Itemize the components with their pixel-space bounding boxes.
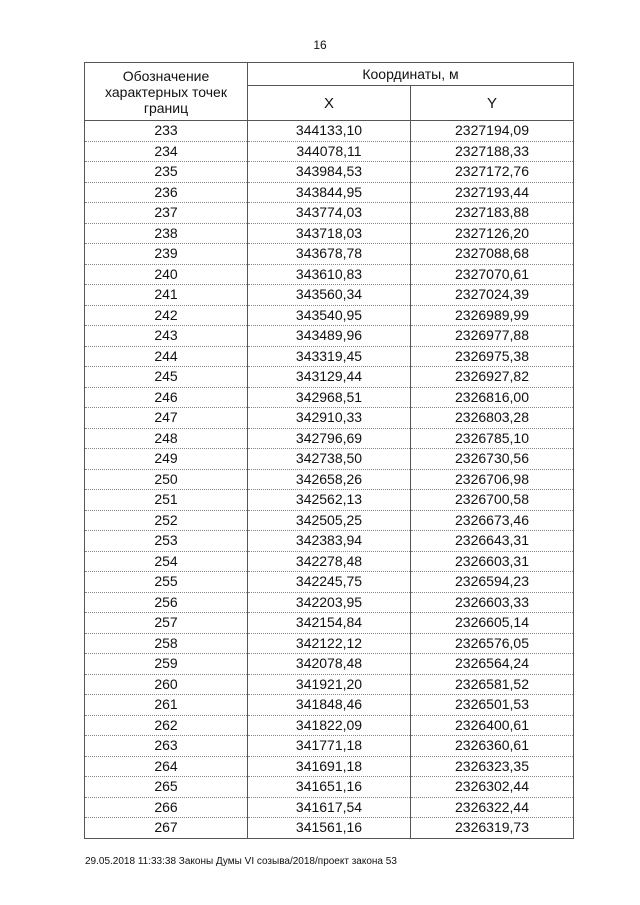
y-coordinate-cell: 2326501,53 — [411, 695, 574, 716]
x-coordinate-cell: 343844,95 — [248, 182, 411, 203]
table-header — [85, 63, 574, 121]
table-row — [85, 715, 574, 736]
x-coordinate-cell: 342968,51 — [248, 387, 411, 408]
header-coordinates: Координаты, м — [248, 63, 574, 86]
table-row — [85, 408, 574, 429]
point-id-cell: 236 — [85, 182, 248, 203]
y-coordinate-cell: 2326700,58 — [411, 490, 574, 511]
x-coordinate-cell: 342505,25 — [248, 510, 411, 531]
point-id-cell: 243 — [85, 326, 248, 347]
y-coordinate-cell: 2326323,35 — [411, 756, 574, 777]
y-coordinate-cell: 2326400,61 — [411, 715, 574, 736]
point-id-cell: 263 — [85, 736, 248, 757]
table-row — [85, 305, 574, 326]
x-coordinate-cell: 342562,13 — [248, 490, 411, 511]
table-row — [85, 613, 574, 634]
table-row — [85, 428, 574, 449]
table-row — [85, 469, 574, 490]
y-coordinate-cell: 2326576,05 — [411, 633, 574, 654]
table-row — [85, 264, 574, 285]
point-id-cell: 239 — [85, 244, 248, 265]
x-coordinate-cell: 342383,94 — [248, 531, 411, 552]
point-id-cell: 241 — [85, 285, 248, 306]
table-row — [85, 346, 574, 367]
point-id-cell: 242 — [85, 305, 248, 326]
x-coordinate-cell: 342203,95 — [248, 592, 411, 613]
point-id-cell: 234 — [85, 141, 248, 162]
y-coordinate-cell: 2326927,82 — [411, 367, 574, 388]
x-coordinate-cell: 341822,09 — [248, 715, 411, 736]
table-row — [85, 531, 574, 552]
y-coordinate-cell: 2327024,39 — [411, 285, 574, 306]
table-row — [85, 510, 574, 531]
x-coordinate-cell: 341691,18 — [248, 756, 411, 777]
table-row — [85, 182, 574, 203]
point-id-cell: 255 — [85, 572, 248, 593]
footer-stamp: 29.05.2018 11:33:38 Законы Думы VI созыва/2018/проект закона 53 — [85, 856, 397, 867]
x-coordinate-cell: 343319,45 — [248, 346, 411, 367]
y-coordinate-cell: 2326643,31 — [411, 531, 574, 552]
table-row — [85, 326, 574, 347]
x-coordinate-cell: 343560,34 — [248, 285, 411, 306]
x-coordinate-cell: 343774,03 — [248, 203, 411, 224]
x-coordinate-cell: 342278,48 — [248, 551, 411, 572]
x-coordinate-cell: 344078,11 — [248, 141, 411, 162]
y-coordinate-cell: 2326975,38 — [411, 346, 574, 367]
x-coordinate-cell: 341651,16 — [248, 777, 411, 798]
table-row — [85, 777, 574, 798]
table-row — [85, 797, 574, 818]
point-id-cell: 264 — [85, 756, 248, 777]
header-y: Y — [411, 86, 574, 121]
table-row — [85, 387, 574, 408]
table-row — [85, 736, 574, 757]
y-coordinate-cell: 2326605,14 — [411, 613, 574, 634]
x-coordinate-cell: 343718,03 — [248, 223, 411, 244]
point-id-cell: 248 — [85, 428, 248, 449]
x-coordinate-cell: 342122,12 — [248, 633, 411, 654]
table-row — [85, 572, 574, 593]
header-x: X — [248, 86, 411, 121]
table-row — [85, 203, 574, 224]
x-coordinate-cell: 344133,10 — [248, 121, 411, 142]
x-coordinate-cell: 343489,96 — [248, 326, 411, 347]
point-id-cell: 252 — [85, 510, 248, 531]
y-coordinate-cell: 2326816,00 — [411, 387, 574, 408]
x-coordinate-cell: 342738,50 — [248, 449, 411, 470]
y-coordinate-cell: 2326803,28 — [411, 408, 574, 429]
point-id-cell: 257 — [85, 613, 248, 634]
point-id-cell: 244 — [85, 346, 248, 367]
y-coordinate-cell: 2326706,98 — [411, 469, 574, 490]
x-coordinate-cell: 343129,44 — [248, 367, 411, 388]
page-number: 16 — [313, 38, 327, 52]
point-id-cell: 237 — [85, 203, 248, 224]
x-coordinate-cell: 342245,75 — [248, 572, 411, 593]
y-coordinate-cell: 2327183,88 — [411, 203, 574, 224]
point-id-cell: 267 — [85, 818, 248, 839]
y-coordinate-cell: 2326360,61 — [411, 736, 574, 757]
point-id-cell: 247 — [85, 408, 248, 429]
y-coordinate-cell: 2326594,23 — [411, 572, 574, 593]
y-coordinate-cell: 2326730,56 — [411, 449, 574, 470]
point-id-cell: 254 — [85, 551, 248, 572]
y-coordinate-cell: 2326319,73 — [411, 818, 574, 839]
table-row — [85, 551, 574, 572]
point-id-cell: 246 — [85, 387, 248, 408]
table-row — [85, 756, 574, 777]
y-coordinate-cell: 2326785,10 — [411, 428, 574, 449]
table-row — [85, 162, 574, 183]
point-id-cell: 261 — [85, 695, 248, 716]
y-coordinate-cell: 2326322,44 — [411, 797, 574, 818]
table-row — [85, 141, 574, 162]
x-coordinate-cell: 341921,20 — [248, 674, 411, 695]
table-body — [85, 121, 574, 839]
point-id-cell: 245 — [85, 367, 248, 388]
table-row — [85, 490, 574, 511]
point-id-cell: 259 — [85, 654, 248, 675]
y-coordinate-cell: 2327194,09 — [411, 121, 574, 142]
x-coordinate-cell: 341561,16 — [248, 818, 411, 839]
point-id-cell: 265 — [85, 777, 248, 798]
point-id-cell: 249 — [85, 449, 248, 470]
table-row — [85, 449, 574, 470]
table-row — [85, 244, 574, 265]
table-row — [85, 367, 574, 388]
point-id-cell: 251 — [85, 490, 248, 511]
y-coordinate-cell: 2326302,44 — [411, 777, 574, 798]
point-id-cell: 235 — [85, 162, 248, 183]
x-coordinate-cell: 341617,54 — [248, 797, 411, 818]
x-coordinate-cell: 343678,78 — [248, 244, 411, 265]
x-coordinate-cell: 343540,95 — [248, 305, 411, 326]
point-id-cell: 258 — [85, 633, 248, 654]
y-coordinate-cell: 2326564,24 — [411, 654, 574, 675]
table-row — [85, 654, 574, 675]
x-coordinate-cell: 342078,48 — [248, 654, 411, 675]
y-coordinate-cell: 2327193,44 — [411, 182, 574, 203]
y-coordinate-cell: 2326603,33 — [411, 592, 574, 613]
y-coordinate-cell: 2326989,99 — [411, 305, 574, 326]
table-row — [85, 695, 574, 716]
y-coordinate-cell: 2327172,76 — [411, 162, 574, 183]
y-coordinate-cell: 2326977,88 — [411, 326, 574, 347]
table-row — [85, 223, 574, 244]
x-coordinate-cell: 343610,83 — [248, 264, 411, 285]
x-coordinate-cell: 342910,33 — [248, 408, 411, 429]
y-coordinate-cell: 2326581,52 — [411, 674, 574, 695]
table-row — [85, 633, 574, 654]
point-id-cell: 253 — [85, 531, 248, 552]
x-coordinate-cell: 343984,53 — [248, 162, 411, 183]
y-coordinate-cell: 2326673,46 — [411, 510, 574, 531]
table-row — [85, 818, 574, 839]
point-id-cell: 238 — [85, 223, 248, 244]
header-point-name: Обозначение характерных точек границ — [85, 63, 248, 121]
y-coordinate-cell: 2326603,31 — [411, 551, 574, 572]
x-coordinate-cell: 342796,69 — [248, 428, 411, 449]
x-coordinate-cell: 342154,84 — [248, 613, 411, 634]
x-coordinate-cell: 342658,26 — [248, 469, 411, 490]
x-coordinate-cell: 341848,46 — [248, 695, 411, 716]
y-coordinate-cell: 2327070,61 — [411, 264, 574, 285]
point-id-cell: 250 — [85, 469, 248, 490]
point-id-cell: 256 — [85, 592, 248, 613]
point-id-cell: 262 — [85, 715, 248, 736]
table-row — [85, 674, 574, 695]
coordinates-table — [84, 62, 574, 839]
table-row — [85, 592, 574, 613]
point-id-cell: 266 — [85, 797, 248, 818]
point-id-cell: 240 — [85, 264, 248, 285]
table-row — [85, 285, 574, 306]
point-id-cell: 233 — [85, 121, 248, 142]
y-coordinate-cell: 2327088,68 — [411, 244, 574, 265]
y-coordinate-cell: 2327188,33 — [411, 141, 574, 162]
point-id-cell: 260 — [85, 674, 248, 695]
y-coordinate-cell: 2327126,20 — [411, 223, 574, 244]
x-coordinate-cell: 341771,18 — [248, 736, 411, 757]
table-row — [85, 121, 574, 142]
